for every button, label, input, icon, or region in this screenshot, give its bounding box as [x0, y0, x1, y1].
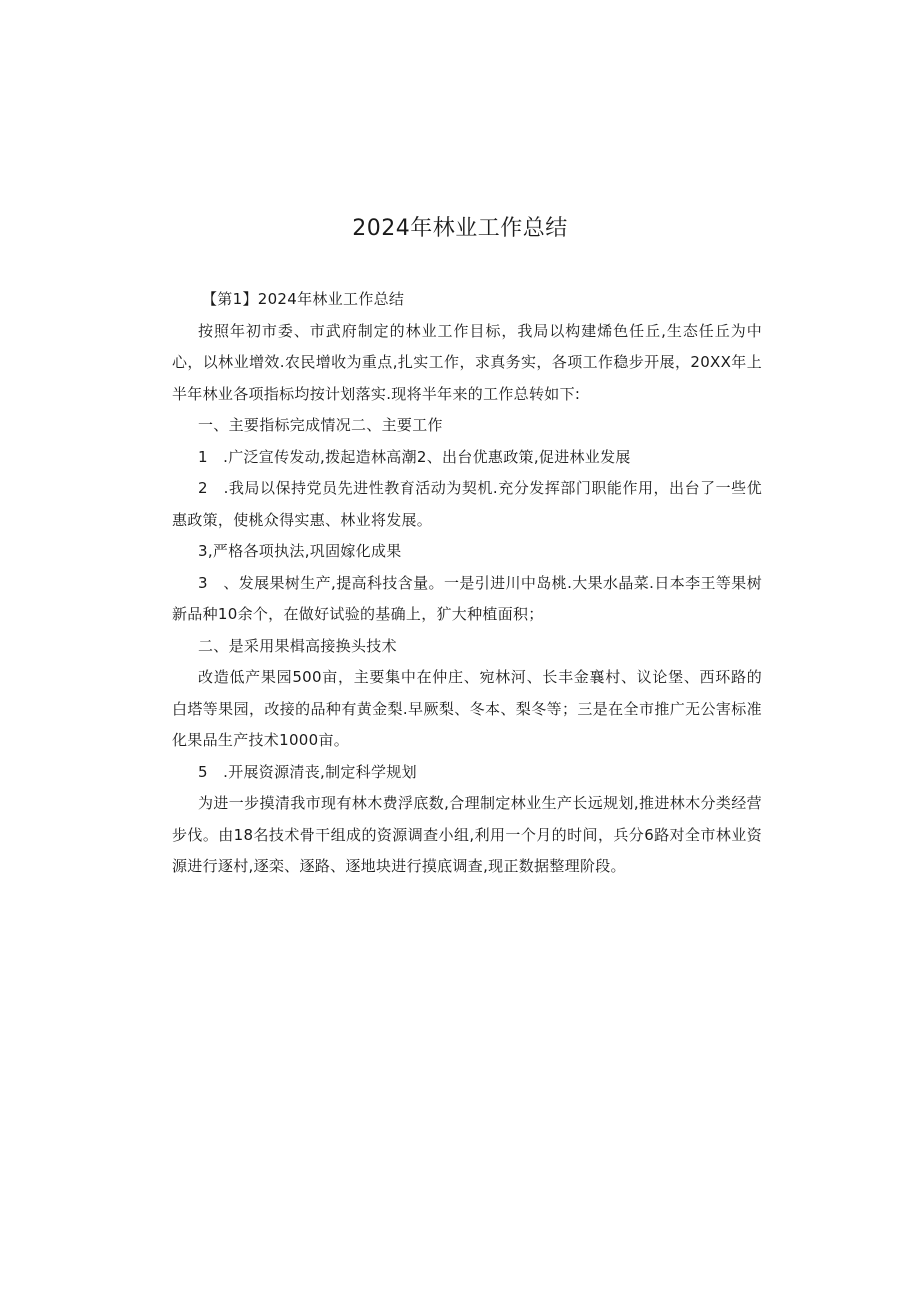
document-title: 2024年林业工作总结: [352, 216, 568, 241]
section-heading: 【第1】2024年林业工作总结: [202, 290, 405, 308]
document-body: [172, 284, 762, 883]
subheading-grafting: 二、是采用果楫高接换头技术: [198, 636, 397, 655]
survey-paragraph: 为进一步摸清我市现有林木费浮底数,合理制定林业生产长远规划,推进林木分类经营步伐。由18名技术骨干组成的资源调查小组,利用一个月的时间，兵分6路对全市林业资源进行逐村,逐栾、逐路、逐地块进行摸底调查,现正数据整理阶段。: [172, 794, 762, 875]
list-item-3: 3,严格各项执法,巩固嫁化成果: [198, 542, 402, 560]
list-item-1: 1 .广泛宣传发动,拨起造林高潮2、出台优惠政策,促进林业发展: [198, 447, 631, 466]
grafting-paragraph: 改造低产果园500亩，主要集中在仲庄、宛林河、长丰金襄村、议论堡、西环路的白塔等果园，改接的品种有黄金梨.早厥梨、冬本、梨冬等；三是在全市推广无公害标准化果品生产技术1000亩。: [172, 668, 762, 749]
list-item-2: 2 .我局以保持党员先进性教育活动为契机.充分发挥部门职能作用，出台了一些优惠政策，使桃众得实惠、林业将发展。: [172, 479, 762, 529]
list-item-3b: 3 、发展果树生产,提高科技含量。一是引进川中岛桃.大果水晶菜.日本李王等果树新品种10余个，在做好试验的基确上，犷大种植面积；: [172, 573, 762, 623]
intro-paragraph: 按照年初市委、市武府制定的林业工作目标，我局以构建烯色任丘,生态任丘为中心，以林业增效.农民增收为重点,扎实工作，求真务实，各项工作稳步开展，20XX年上半年林业各项指标均按计划落实.现将半年来的工作总转如下:: [172, 321, 762, 403]
list-item-5: 5 .开展资源清丧,制定科学规划: [198, 762, 417, 781]
outline-heading: 一、主要指标完成情况二、主要工作: [198, 416, 443, 434]
